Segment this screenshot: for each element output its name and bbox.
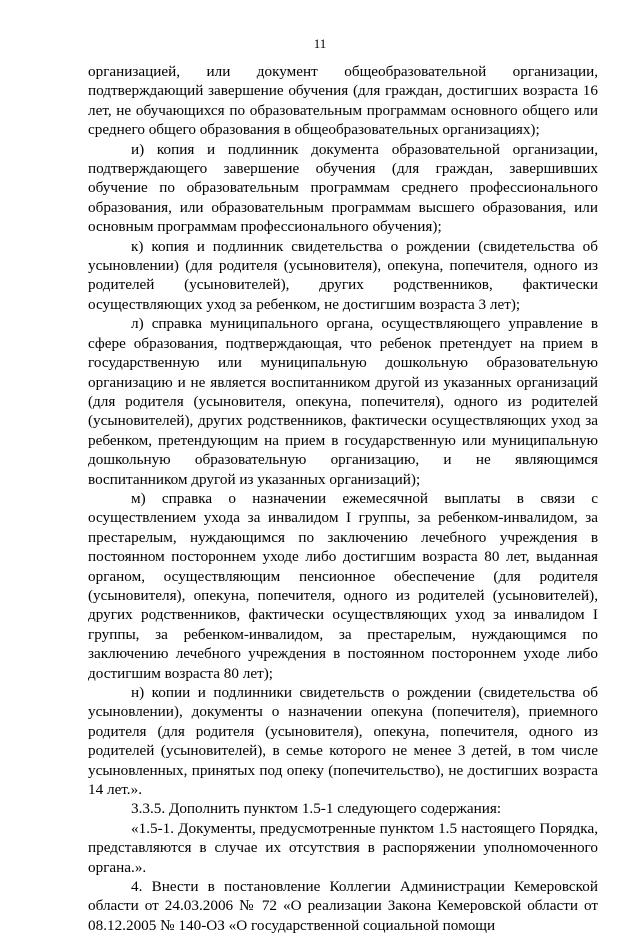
- paragraph-1-5-1: «1.5-1. Документы, предусмотренные пунктом 1.5 настоящего Порядка, представляются в случае их отсутствия в распоряжении уполномоченного органа.».: [88, 819, 598, 876]
- paragraph-continuation: организацией, или документ общеобразовательной организации, подтверждающий завершение обучения (для граждан, достигших возраста 16 лет, не обучающихся по образовательным программам основного общего или среднего общего образования в общеобразовательных организациях);: [88, 63, 598, 139]
- paragraph-item-n: н) копии и подлинники свидетельств о рождении (свидетельства об усыновлении), документы о назначении опекуна (попечителя), приемного родителя (для родителя (усыновителя), опекуна, попечителя, одного из родителей (усыновителей), в семье которого не менее 3 детей, в том числе усыновленных, принятых под опеку (попечительство), не достигших возраста 14 лет.».: [88, 684, 598, 799]
- paragraph-item-m: м) справка о назначении ежемесячной выплаты в связи с осуществлением ухода за инвалидом I группы, за ребенком-инвалидом, за престарелым, нуждающимся по заключению лечебного учреждения в постоянном постороннем уходе либо достигшим возраста 80 лет, выданная органом, осуществляющим пенсионное обеспечение (для родителя (усыновителя), опекуна, попечителя, одного из родителей (усыновителей), других родственников, фактически осуществляющих уход за инвалидом I группы, за ребенком-инвалидом, за престарелым, нуждающимся по заключению лечебного учреждения в постоянном постороннем уходе либо достигшим возраста 80 лет);: [88, 489, 598, 682]
- paragraph-item-i: и) копия и подлинник документа образовательной организации, подтверждающего завершение обучения (для граждан, завершивших обучение по образовательным программам среднего профессионального образования, или образовательным программам высшего образования, или основным программам профессионального обучения);: [88, 140, 598, 236]
- paragraph-item-k: к) копия и подлинник свидетельства о рождении (свидетельства об усыновлении) (для родителя (усыновителя), опекуна, попечителя, одного из родителей (усыновителей), других родственников, фактически осуществляющих уход за ребенком, не достигшим возраста 3 лет);: [88, 237, 598, 313]
- page-number: 11: [313, 36, 327, 51]
- paragraph-item-l: л) справка муниципального органа, осуществляющего управление в сфере образования, подтверждающая, что ребенок претендует на прием в государственную или муниципальную дошкольную образовательную организацию и не является воспитанником другой из указанных организаций (для родителя (усыновителя, опекуна, попечителя), одного из родителей (усыновителей), других родственников, фактически осуществляющих уход за ребенком, претендующим на прием в государственную или муниципальную дошкольную образовательную организацию, и не являющимся воспитанником другой из указанных организаций);: [88, 315, 598, 488]
- paragraph-item-4: 4. Внести в постановление Коллегии Администрации Кемеровской области от 24.03.2006 № 72 «О реализации Закона Кемеровской области от 08.12.2005 № 140-ОЗ «О государственной социальной помощи: [88, 878, 598, 934]
- paragraph-3-3-5: 3.3.5. Дополнить пунктом 1.5-1 следующего содержания:: [131, 800, 502, 818]
- document-body: [88, 62, 598, 935]
